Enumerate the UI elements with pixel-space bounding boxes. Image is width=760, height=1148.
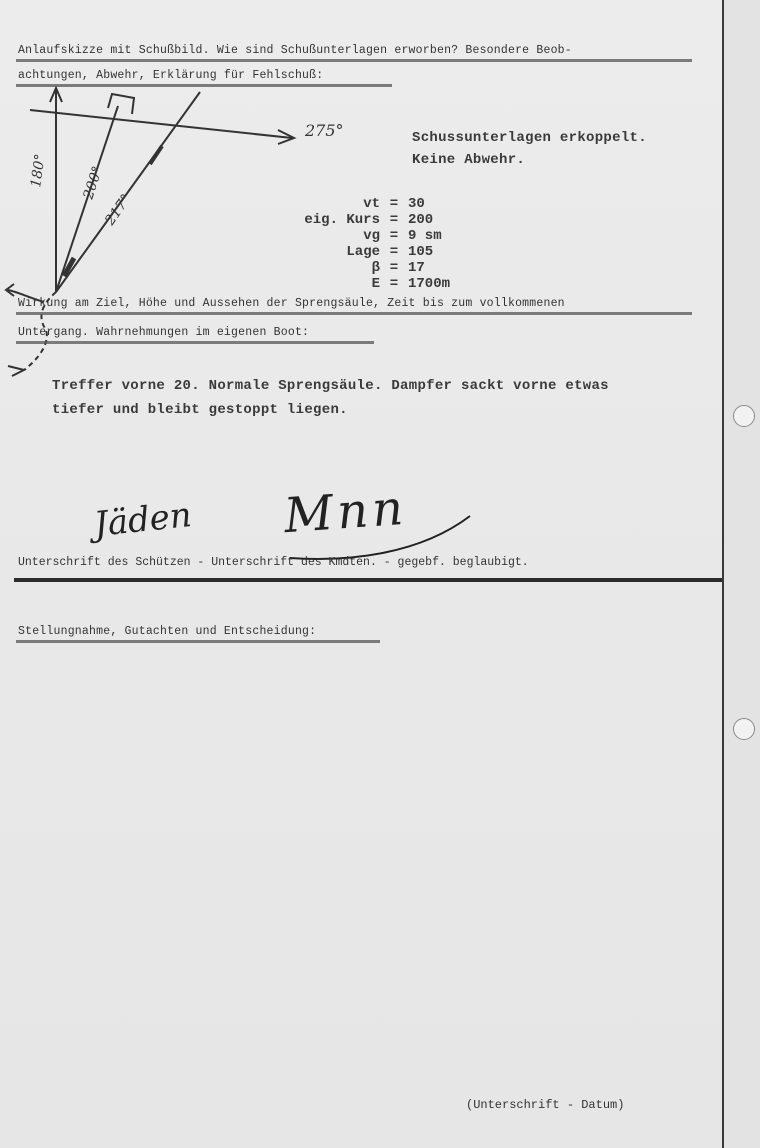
effect-underline-1 xyxy=(16,312,692,315)
effect-text-line2: tiefer und bleibt gestoppt liegen. xyxy=(52,402,348,418)
param-value: 17 xyxy=(408,260,425,276)
param-key: E xyxy=(371,276,380,292)
target-course-275 xyxy=(30,110,292,138)
param-row: β = 17 xyxy=(300,260,425,276)
signature-caption: Unterschrift des Schützen - Unterschrift des Kmdten. - gegebf. beglaubigt. xyxy=(18,556,529,569)
param-row: vt = 30 xyxy=(300,196,425,212)
effect-label-line2: Untergang. Wahrnehmungen im eigenen Boot: xyxy=(18,326,310,339)
angle-label-200: 200° xyxy=(80,164,107,202)
param-value: 30 xyxy=(408,196,425,212)
header-label-line2: achtungen, Abwehr, Erklärung für Fehlschuß: xyxy=(18,69,324,82)
assessment-underline xyxy=(16,640,380,643)
param-row: Lage = 105 xyxy=(300,244,433,260)
header-label-line1: Anlaufskizze mit Schußbild. Wie sind Schußunterlagen erworben? Besondere Beob- xyxy=(18,44,572,57)
param-key: vg xyxy=(363,228,380,244)
param-key: eig. Kurs xyxy=(304,212,380,228)
param-row: vg = 9 sm xyxy=(300,228,442,244)
assessment-label: Stellungnahme, Gutachten und Entscheidung: xyxy=(18,625,317,638)
angle-label-217: 217° xyxy=(102,191,135,229)
effect-text-line1: Treffer vorne 20. Normale Sprengsäule. Dampfer sackt vorne etwas xyxy=(52,378,609,394)
param-row: eig. Kurs = 200 xyxy=(300,212,433,228)
signature-date-label: (Unterschrift - Datum) xyxy=(466,1098,625,1112)
note-line-2: Keine Abwehr. xyxy=(412,152,526,168)
param-key: vt xyxy=(363,196,380,212)
param-value: 200 xyxy=(408,212,434,228)
signature-commander: Mnn xyxy=(282,479,409,545)
param-value: 9 sm xyxy=(408,228,442,244)
param-key: Lage xyxy=(346,244,380,260)
punch-hole-lower xyxy=(733,718,755,740)
angle-label-180: 180° xyxy=(28,152,49,189)
punch-hole-upper xyxy=(733,405,755,427)
note-line-1: Schussunterlagen erkoppelt. xyxy=(412,130,647,146)
param-key: β xyxy=(371,260,380,276)
course-line-217 xyxy=(56,92,200,292)
param-row: E = 1700m xyxy=(300,276,450,292)
effect-underline-2 xyxy=(16,341,374,344)
param-value: 1700m xyxy=(408,276,451,292)
section-divider xyxy=(14,578,722,582)
angle-label-275: 275° xyxy=(305,121,344,140)
param-value: 105 xyxy=(408,244,434,260)
effect-label-line1: Wirkung am Ziel, Höhe und Aussehen der Sprengsäule, Zeit bis zum vollkommenen xyxy=(18,297,565,310)
binding-margin xyxy=(722,0,760,1148)
header-underline-1 xyxy=(16,59,692,62)
signature-gunner: Jäden xyxy=(92,495,194,545)
